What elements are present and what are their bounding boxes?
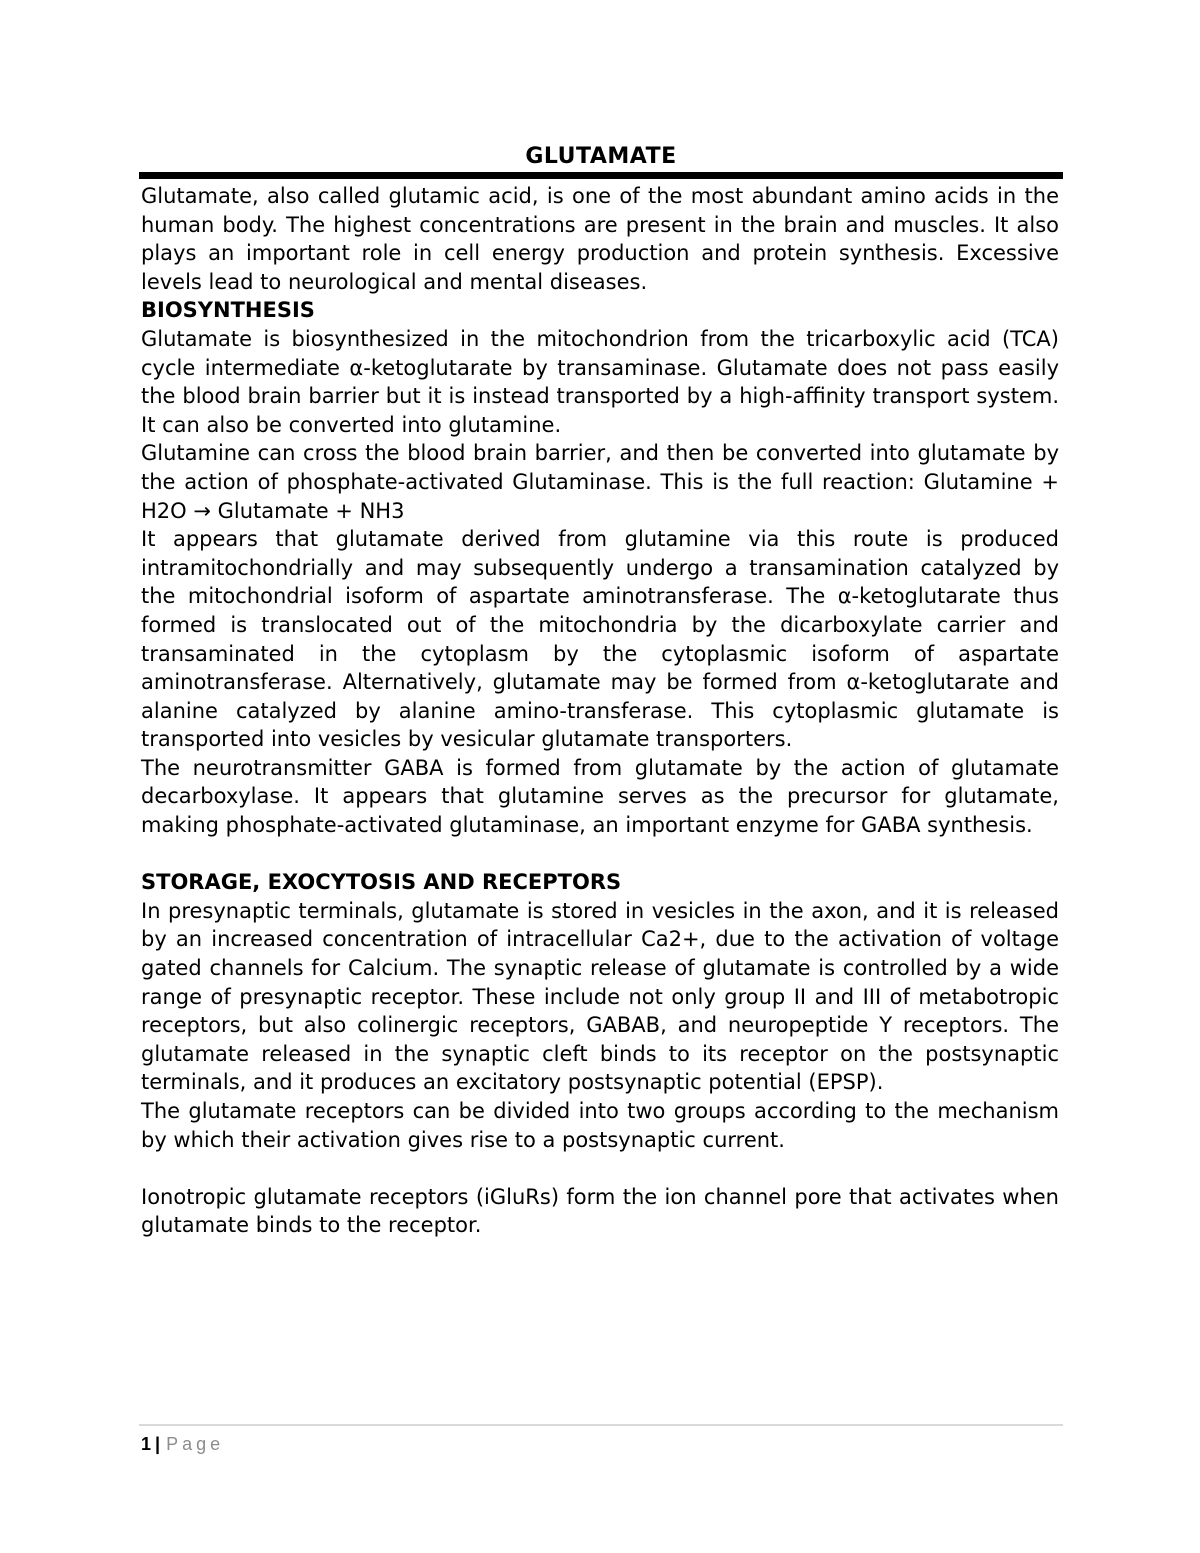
biosynthesis-heading: BIOSYNTHESIS [141, 298, 315, 323]
biosynthesis-paragraph-3: It appears that glutamate derived from glutamine via this route is produced intramitochondrially and may subsequently undergo a transamination catalyzed by the mitochondrial isoform of aspartate aminotransferase. The α-ketoglutarate thus formed is translocated out of the mitochondria by the dicarboxylate carrier and transaminated in the cytoplasm by the cytoplasmic isoform of aspartate aminotransferase. Alternatively, glutamate may be formed from α-ketoglutarate and alanine catalyzed by alanine amino-transferase. This cytoplasmic glutamate is transported into vesicles by vesicular glutamate transporters. [141, 527, 1059, 752]
biosynthesis-paragraph-4: The neurotransmitter GABA is formed from glutamate by the action of glutamate decarboxylase. It appears that glutamine serves as the precursor for glutamate, making phosphate-activated glutaminase, an important enzyme for GABA synthesis. [141, 755, 1059, 838]
footer-divider [139, 1424, 1063, 1426]
storage-paragraph-2: The glutamate receptors can be divided into two groups according to the mechanism by which their activation gives rise to a postsynaptic current. [141, 1099, 1059, 1152]
paragraph-spacer [141, 840, 1059, 869]
page-footer [141, 1432, 224, 1456]
paragraph-spacer [141, 1154, 1059, 1183]
intro-paragraph: Glutamate, also called glutamic acid, is one of the most abundant amino acids in the human body. The highest concentrations are present in the brain and muscles. It also plays an important role in cell energy production and protein synthesis. Excessive levels lead to neurological and mental diseases. [141, 184, 1059, 294]
page-number: 1 [141, 1434, 152, 1454]
storage-paragraph-3: Ionotropic glutamate receptors (iGluRs) form the ion channel pore that activates when glutamate binds to the receptor. [141, 1184, 1059, 1238]
biosynthesis-paragraph-2: Glutamine can cross the blood brain barrier, and then be converted into glutamate by the action of phosphate-activated Glutaminase. This is the full reaction: Glutamine + H2O → Glutamate + NH3 [141, 441, 1059, 523]
storage-heading: STORAGE, EXOCYTOSIS AND RECEPTORS [141, 870, 622, 895]
page-label: Page [166, 1434, 225, 1454]
biosynthesis-paragraph-1: Glutamate is biosynthesized in the mitochondrion from the tricarboxylic acid (TCA) cycle intermediate α-ketoglutarate by transaminase. Glutamate does not pass easily the blood brain barrier but it is instead transported by a high-affinity transport system. It can also be converted into glutamine. [141, 326, 1059, 437]
footer-separator: | [155, 1434, 161, 1454]
page-title: GLUTAMATE [525, 144, 677, 169]
title-underline [139, 172, 1063, 179]
storage-paragraph-1: In presynaptic terminals, glutamate is stored in vesicles in the axon, and it is released by an increased concentration of intracellular Ca2+, due to the activation of voltage gated channels for Calcium. The synaptic release of glutamate is controlled by a wide range of presynaptic receptor. These include not only group II and III of metabotropic receptors, but also colinergic receptors, GABAB, and neuropeptide Y receptors. The glutamate released in the synaptic cleft binds to its receptor on the postsynaptic terminals, and it produces an excitatory postsynaptic potential (EPSP). [141, 898, 1059, 1095]
document-body [141, 182, 1059, 1240]
